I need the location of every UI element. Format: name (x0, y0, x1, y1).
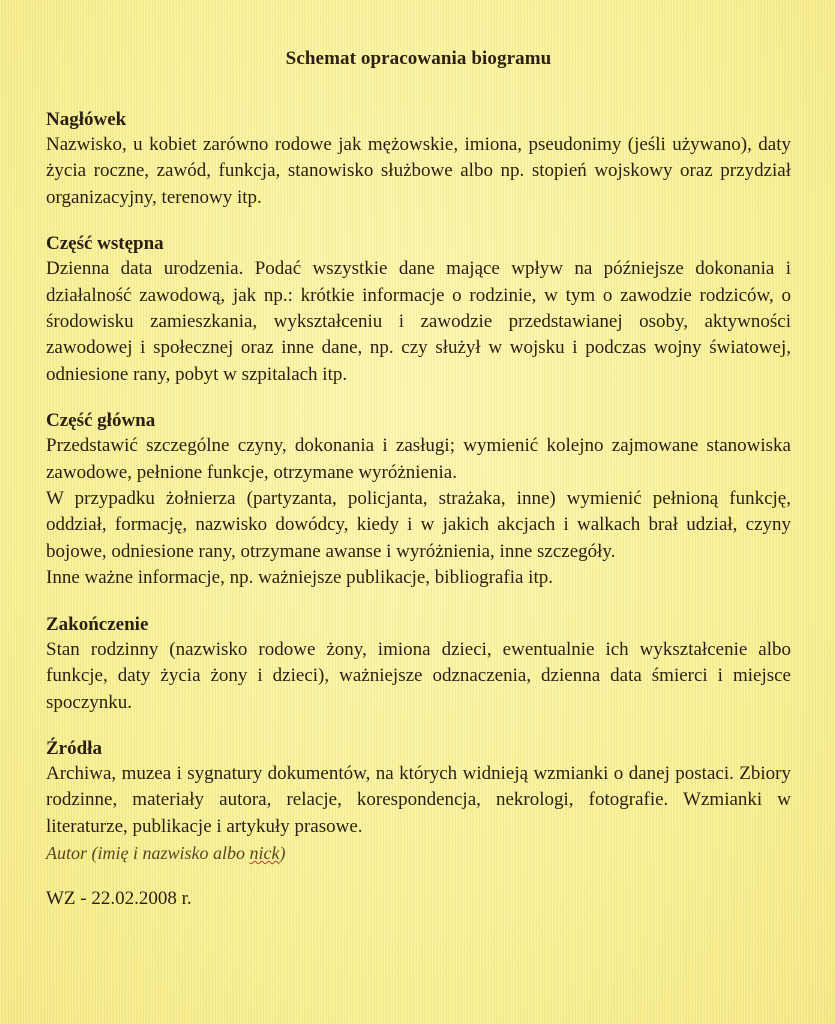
author-prefix: Autor (imię i nazwisko albo (46, 843, 250, 864)
author-suffix: ) (279, 843, 286, 864)
section-paragraph: Inne ważne informacje, np. ważniejsze publikacje, bibliografia itp. (46, 567, 553, 589)
section-heading: Źródła (46, 737, 102, 759)
document-footer: WZ - 22.02.2008 r. (46, 888, 192, 910)
section-paragraph: Nazwisko, u kobiet zarówno rodowe jak mężowskie, imiona, pseudonimy (jeśli używano), daty życia roczne, zawód, funkcja, stanowisko służbowe albo np. stopień wojskowy oraz przydział organizacyjny, terenowy itp. (46, 134, 791, 208)
section-paragraph: Przedstawić szczególne czyny, dokonania i zasługi; wymienić kolejno zajmowane stanowiska zawodowe, pełnione funkcje, otrzymane wyróżnienia. (46, 435, 791, 483)
author-nick: nick (249, 843, 280, 864)
section-paragraph: Dzienna data urodzenia. Podać wszystkie dane mające wpływ na późniejsze dokonania i działalność zawodową, jak np.: krótkie informacje o rodzinie, w tym o zawodzie rodziców, o środowisku zamieszkania, wykształceniu i zawodzie przedstawianej osoby, aktywności zawodowej i społecznej oraz inne dane, np. czy służył w wojsku i podczas wojny światowej, odniesione rany, pobyt w szpitalach itp. (46, 258, 791, 385)
document-title: Schemat opracowania biogramu (285, 48, 552, 69)
section-czesc-wstepna (46, 232, 791, 388)
section-heading: Nagłówek (46, 109, 127, 130)
document-page (46, 48, 791, 910)
author-line (46, 840, 791, 866)
section-heading: Zakończenie (46, 613, 149, 635)
section-czesc-glowna (46, 409, 791, 591)
section-heading: Część główna (46, 410, 156, 432)
section-zrodla (46, 737, 791, 866)
section-paragraph: Archiwa, muzea i sygnatury dokumentów, na których widnieją wzmianki o danej postaci. Zbiory rodzinne, materiały autora, relacje, korespondencja, nekrologi, fotografie. Wzmianki w literaturze, publikacje i artykuły prasowe. (46, 762, 791, 837)
section-zakonczenie (46, 613, 791, 716)
section-paragraph: W przypadku żołnierza (partyzanta, policjanta, strażaka, inne) wymienić pełnioną funkcję, oddział, formację, nazwisko dowódcy, kiedy i w jakich akcjach i walkach brał udział, czyny bojowe, odniesione rany, otrzymane awanse i wyróżnienia, inne szczegóły. (46, 488, 791, 562)
section-naglowek (46, 108, 791, 211)
section-paragraph: Stan rodzinny (nazwisko rodowe żony, imiona dzieci, ewentualnie ich wykształcenie albo funkcje, daty życia żony i dzieci), ważniejsze odznaczenia, dzienna data śmierci i miejsce spoczynku. (46, 638, 791, 713)
section-heading: Część wstępna (46, 233, 164, 255)
